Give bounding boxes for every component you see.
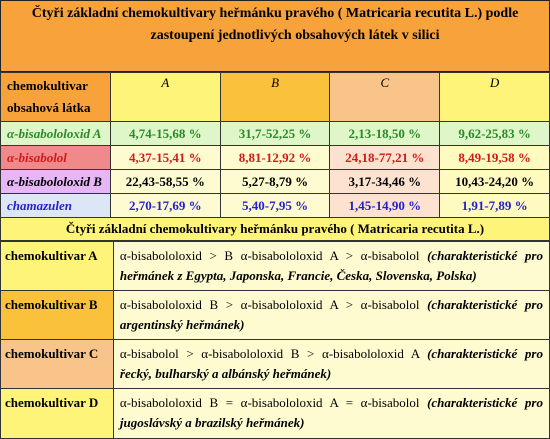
ranking-formula: α-bisabolol > α-bisabololoxid B > α-bisabololoxid A <box>119 346 428 361</box>
origin-note: (charakteristické pro heřmánek z Egypta, Japonska, Francie, Česka, Slovenska, Polska) <box>119 248 543 283</box>
table-row <box>1 340 550 389</box>
table-cell: 3,17-34,46 % <box>330 170 440 194</box>
table-cell: 8,49-19,58 % <box>440 146 550 170</box>
table-row <box>1 194 550 219</box>
main-title-line2: zastoupení jednotlivých obsahových látek v silici <box>150 28 440 43</box>
main-title-line1: Čtyři základní chemokultivary heřmánku pravého ( Matricaria recutita L.) podle <box>31 6 519 21</box>
table-cell: 2,70-17,69 % <box>110 194 220 219</box>
table-cell: 4,74-15,68 % <box>110 122 220 146</box>
chemokultivar-description <box>113 291 549 340</box>
chemokultivar-label: chemokultivar C <box>1 340 114 389</box>
table-cell: 1,91-7,89 % <box>440 194 550 219</box>
table-cell: 5,40-7,95 % <box>220 194 330 219</box>
ranking-formula: α-bisabololoxid B > α-bisabololoxid A > α-bisabolol <box>119 297 428 312</box>
table-cell: 5,27-8,79 % <box>220 170 330 194</box>
table-cell: 24,18-77,21 % <box>330 146 440 170</box>
table-cell: 31,7-52,25 % <box>220 122 330 146</box>
table-cell: 4,37-15,41 % <box>110 146 220 170</box>
subtitle: Čtyři základní chemokultivary heřmánku pravého ( Matricaria recutita L.) <box>0 217 550 241</box>
column-header-d: D <box>440 73 550 122</box>
chemokultivar-description <box>113 242 549 291</box>
table-cell: 22,43-58,55 % <box>110 170 220 194</box>
chemokultivar-description <box>113 340 549 389</box>
table-cell: 10,43-24,20 % <box>440 170 550 194</box>
origin-note: (charakteristické pro řecký, bulharský a albánský heřmánek) <box>119 346 543 381</box>
table-row <box>1 170 550 194</box>
table-row <box>1 146 550 170</box>
row-name: α-bisabolol <box>1 146 111 170</box>
row-name: chamazulen <box>1 194 111 219</box>
ranking-formula: α-bisabololoxid B = α-bisabololoxid A = α-bisabolol <box>119 395 428 410</box>
table-cell: 1,45-14,90 % <box>330 194 440 219</box>
chemokultivar-label: chemokultivar B <box>1 291 114 340</box>
row-name: α-bisabololoxid B <box>1 170 111 194</box>
header-label-chemokultivar: chemokultivar <box>7 78 88 93</box>
row-name: α-bisabololoxid A <box>1 122 111 146</box>
table-row <box>1 242 550 291</box>
origin-note: (charakteristické pro jugoslávský a brazilský heřmánek) <box>119 395 543 430</box>
table-row <box>1 122 550 146</box>
table-row <box>1 389 550 439</box>
column-header-c: C <box>330 73 440 122</box>
chemokultivar-label: chemokultivar D <box>1 389 114 439</box>
chemokultivar-description <box>113 389 549 439</box>
header-label-obsahova-latka: obsahová látka <box>7 100 91 115</box>
composition-header-row <box>1 73 550 122</box>
composition-table <box>0 72 550 219</box>
main-title <box>0 0 550 72</box>
table-cell: 8,81-12,92 % <box>220 146 330 170</box>
origin-note: (charakteristické pro argentinský heřmánek) <box>119 297 543 332</box>
chemokultivar-label: chemokultivar A <box>1 242 114 291</box>
header-label-cell <box>1 73 111 122</box>
column-header-b: B <box>220 73 330 122</box>
column-header-a: A <box>110 73 220 122</box>
table-cell: 2,13-18,50 % <box>330 122 440 146</box>
chemokultivar-table <box>0 241 550 439</box>
ranking-formula: α-bisabololoxid > B α-bisabololoxid A > α-bisabolol <box>119 248 428 263</box>
table-cell: 9,62-25,83 % <box>440 122 550 146</box>
table-row <box>1 291 550 340</box>
